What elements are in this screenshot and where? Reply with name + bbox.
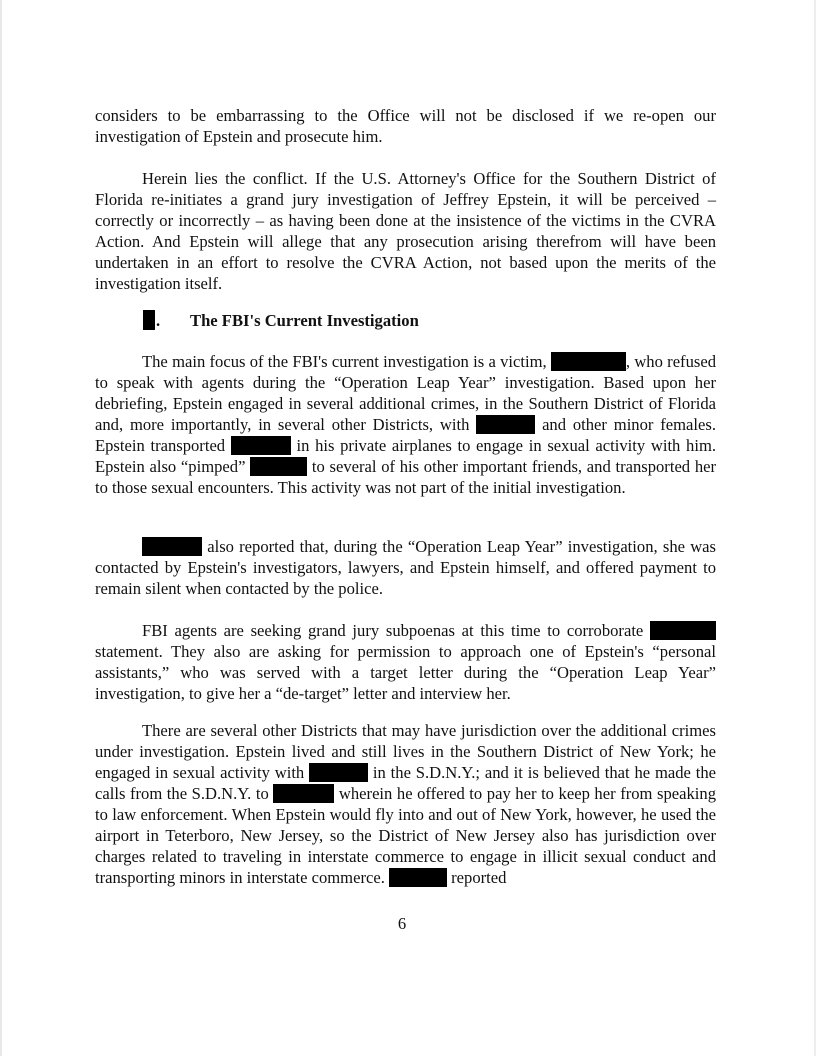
text-run: statement. They also are asking for permission to approach one of Epstein's “personal assistants,” who was served with a target letter during the “Operation Leap Year” investigation, to give her a “de-target” letter and interview her. <box>95 642 716 703</box>
paragraph-fbi-agents <box>95 620 716 704</box>
redaction-box <box>231 436 291 455</box>
text-run: and other minor females. Epstein transported <box>95 415 716 455</box>
paragraph-conflict <box>95 168 716 294</box>
text-run: There are several other Districts that may have jurisdiction over the additional crimes under investigation. Epstein lived and still lives in the Southern District of New York; he engaged in sexual activity with <box>95 721 716 782</box>
text-run: wherein he offered to pay her to keep her from speaking to law enforcement. When Epstein would fly into and out of New York, however, he used the airport in Teterboro, New Jersey, so the District of New Jersey also has jurisdiction over charges related to traveling in interstate commerce to engage in illicit sexual conduct and transporting minors in interstate commerce. <box>95 784 717 887</box>
page-number: 6 <box>397 914 407 933</box>
paragraph-continuation <box>95 105 716 147</box>
paragraph-also-reported <box>95 536 716 599</box>
redaction-box <box>273 784 334 803</box>
text-run: reported <box>447 868 507 887</box>
text-run: to several of his other important friends, and transported her to those sexual encounters. This activity was not part of the initial investigation. <box>95 457 717 497</box>
paragraph-main-focus <box>95 351 716 498</box>
text-run: FBI agents are seeking grand jury subpoenas at this time to corroborate <box>142 621 650 640</box>
text-run: in his private airplanes to engage in sexual activity with him. Epstein also “pimped” <box>95 436 716 476</box>
section-title: The FBI's Current Investigation <box>190 311 419 330</box>
redaction-box <box>250 457 307 476</box>
redaction-box <box>389 868 447 887</box>
redaction-box <box>309 763 368 782</box>
redaction-box <box>551 352 626 371</box>
text-run: also reported that, during the “Operation Leap Year” investigation, she was contacted by Epstein's investigators, lawyers, and Epstein himself, and offered payment to remain silent when contacted by the police. <box>95 537 716 598</box>
paragraph-text: Herein lies the conflict. If the U.S. Attorney's Office for the Southern District of Florida re-initiates a grand jury investigation of Jeffrey Epstein, it will be perceived – correctly or incorrectly – as having been done at the insistence of the victims in the CVRA Action. And Epstein will allege that any prosecution arising therefrom will have been undertaken in an effort to resolve the CVRA Action, not based upon the merits of the investigation itself. <box>95 169 716 293</box>
redacted-section-number <box>143 310 155 330</box>
redaction-box <box>650 621 716 640</box>
text-run: in the S.D.N.Y.; and it is believed that he made the calls from the S.D.N.Y. to <box>95 763 716 803</box>
page-left-edge <box>0 0 2 1056</box>
text-run: , who refused to speak with agents during the “Operation Leap Year” investigation. Based upon her debriefing, Epstein engaged in several additional crimes, in the Southern District of Florida and, more importantly, in several other Districts, with <box>95 352 716 434</box>
redaction-box <box>476 415 535 434</box>
heading-dot: . <box>156 311 161 330</box>
redaction-box <box>142 537 202 556</box>
paragraph-other-districts <box>95 720 716 888</box>
text-run: The main focus of the FBI's current investigation is a victim, <box>142 352 551 371</box>
section-heading <box>143 310 419 331</box>
paragraph-text: considers to be embarrassing to the Office will not be disclosed if we re-open our investigation of Epstein and prosecute him. <box>95 106 716 146</box>
